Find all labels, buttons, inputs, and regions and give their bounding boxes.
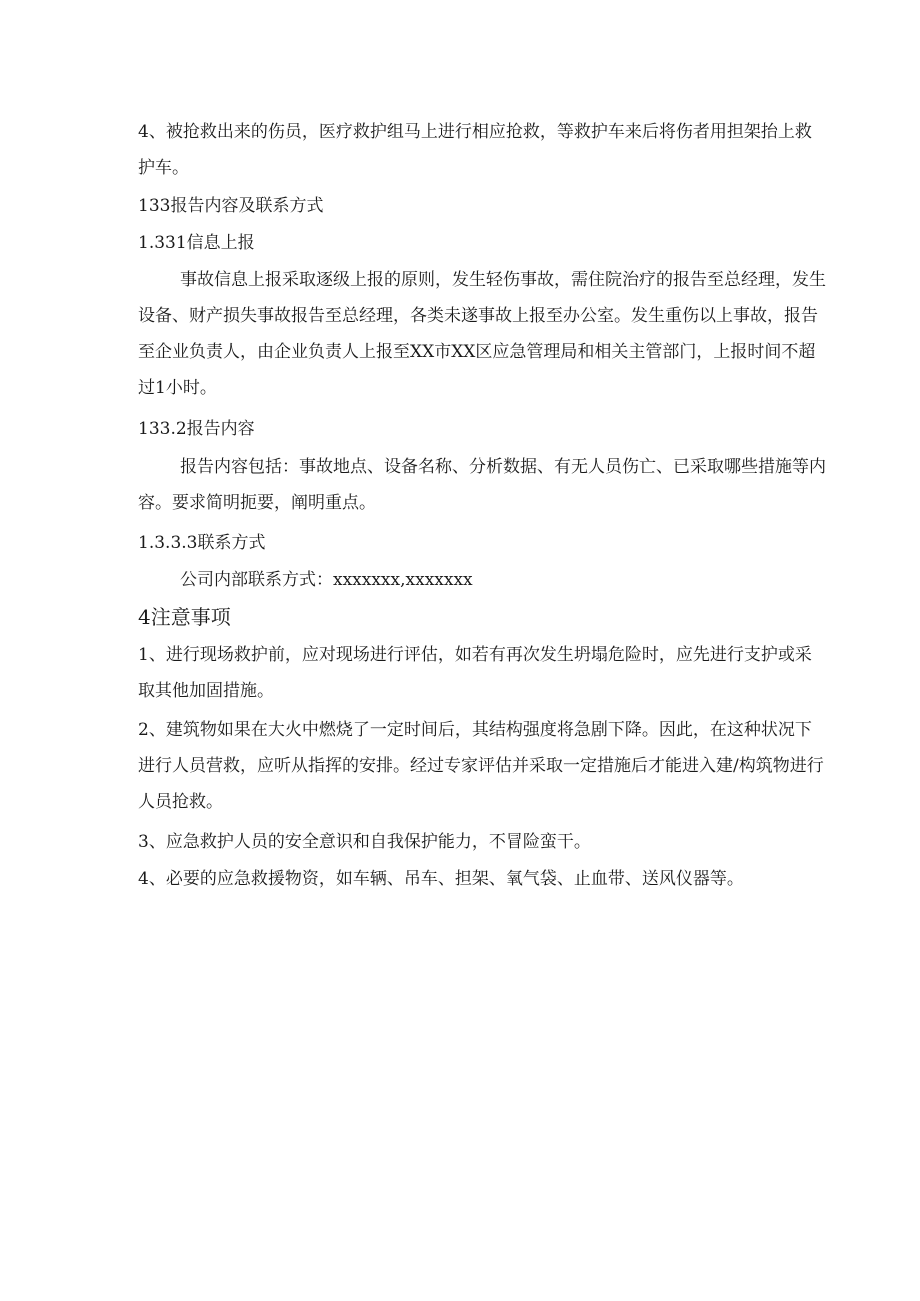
note-item-1: 1、进行现场救护前，应对现场进行评估，如若有再次发生坍塌危险时，应先进行支护或采取其他加固措施。 — [138, 645, 812, 701]
rescue-item-4: 4、被抢救出来的伤员，医疗救护组马上进行相应抢救，等救护车来后将伤者用担架抬上救护车。 — [138, 122, 812, 178]
note-item-2: 2、建筑物如果在大火中燃烧了一定时间后，其结构强度将急剧下降。因此，在这种状况下进行人员营救，应听从指挥的安排。经过专家评估并采取一定措施后才能进入建/构筑物进行人员抢救。 — [138, 720, 824, 812]
heading-1333: 1.3.3.3联系方式 — [138, 533, 266, 553]
paragraph-1331: 事故信息上报采取逐级上报的原则，发生轻伤事故，需住院治疗的报告至总经理，发生设备、财产损失事故报告至总经理，各类未遂事故上报至办公室。发生重伤以上事故，报告至企业负责人，由企业负责人上报至XX市XX区应急管理局和相关主管部门，上报时间不超过1小时。 — [138, 270, 826, 398]
heading-1331: 1.331信息上报 — [138, 233, 255, 253]
paragraph-1333: 公司内部联系方式：xxxxxxx,xxxxxxx — [180, 570, 473, 590]
section-4-title: 4注意事项 — [138, 605, 231, 629]
note-item-3: 3、应急救护人员的安全意识和自我保护能力，不冒险蛮干。 — [138, 832, 591, 852]
heading-1332: 133.2报告内容 — [138, 419, 255, 439]
note-item-4: 4、必要的应急救援物资，如车辆、吊车、担架、氧气袋、止血带、送风仪器等。 — [138, 869, 744, 889]
paragraph-1332: 报告内容包括：事故地点、设备名称、分析数据、有无人员伤亡、已采取哪些措施等内容。要求简明扼要，阐明重点。 — [138, 457, 826, 513]
heading-133: 133报告内容及联系方式 — [138, 196, 324, 216]
